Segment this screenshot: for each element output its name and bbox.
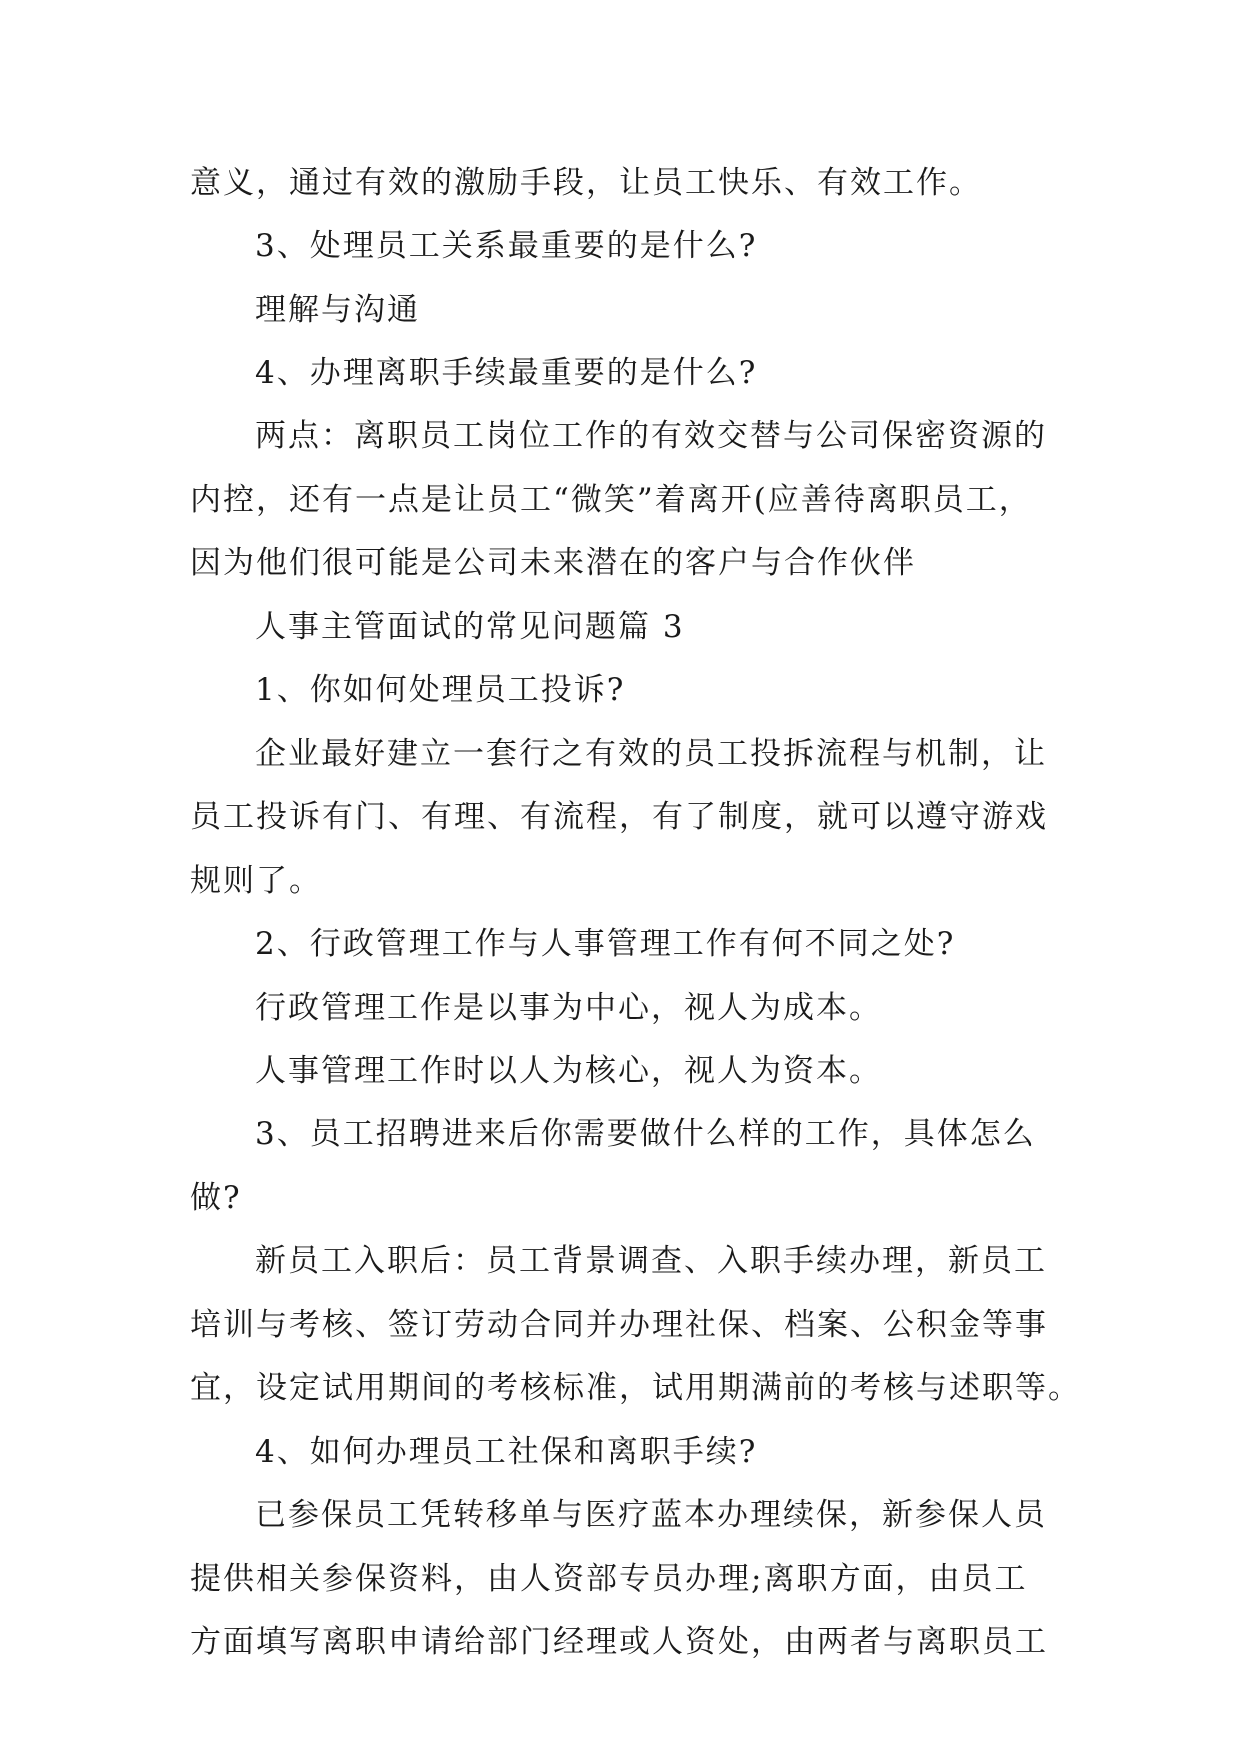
answer-line: 方面填写离职申请给部门经理或人资处，由两者与离职员工 [190, 1624, 1048, 1660]
answer-line: 行政管理工作是以事为中心，视人为成本。 [255, 990, 882, 1026]
question-heading: 3、处理员工关系最重要的是什么? [255, 228, 758, 264]
question-heading: 4、如何办理员工社保和离职手续? [255, 1434, 758, 1470]
question-heading: 4、办理离职手续最重要的是什么? [255, 355, 758, 391]
paragraph-line: 意义，通过有效的激励手段，让员工快乐、有效工作。 [190, 165, 982, 201]
answer-line: 两点：离职员工岗位工作的有效交替与公司保密资源的 [255, 418, 1047, 454]
question-heading: 做? [190, 1180, 242, 1216]
question-heading: 2、行政管理工作与人事管理工作有何不同之处? [255, 926, 956, 962]
answer-line: 人事管理工作时以人为核心，视人为资本。 [255, 1053, 882, 1089]
answer-line: 宜，设定试用期间的考核标准，试用期满前的考核与述职等。 [190, 1370, 1081, 1406]
answer-line: 员工投诉有门、有理、有流程，有了制度，就可以遵守游戏 [190, 799, 1048, 835]
question-heading: 1、你如何处理员工投诉? [255, 672, 626, 708]
answer-line: 已参保员工凭转移单与医疗蓝本办理续保，新参保人员 [255, 1497, 1047, 1533]
answer-line: 因为他们很可能是公司未来潜在的客户与合作伙伴 [190, 545, 916, 581]
section-title: 人事主管面试的常见问题篇 3 [255, 609, 685, 645]
answer-line: 培训与考核、签订劳动合同并办理社保、档案、公积金等事 [190, 1307, 1048, 1343]
answer-line: 内控，还有一点是让员工“微笑”着离开(应善待离职员工， [190, 482, 1032, 518]
answer-line: 企业最好建立一套行之有效的员工投拆流程与机制，让 [255, 736, 1047, 772]
question-heading: 3、员工招聘进来后你需要做什么样的工作，具体怎么 [255, 1116, 1036, 1152]
answer-line: 新员工入职后：员工背景调查、入职手续办理，新员工 [255, 1243, 1047, 1279]
answer-line: 提供相关参保资料，由人资部专员办理;离职方面，由员工 [190, 1561, 1028, 1597]
answer-line: 规则了。 [190, 863, 322, 899]
answer-line: 理解与沟通 [255, 292, 420, 328]
